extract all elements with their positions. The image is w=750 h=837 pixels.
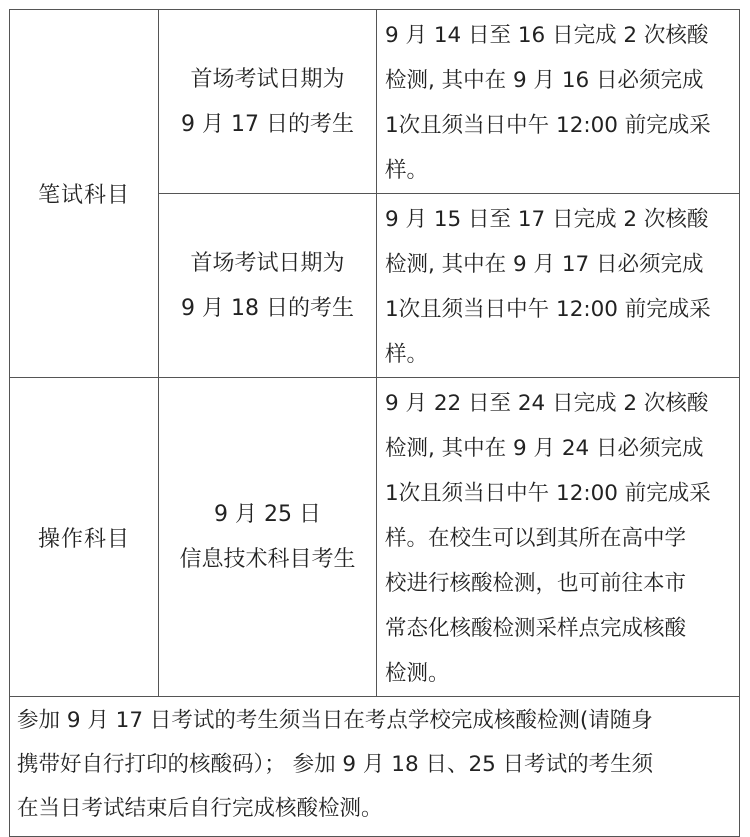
table-row	[10, 10, 740, 194]
exam-date-cell	[159, 10, 377, 194]
exam-date-line: 信息技术科目考生	[179, 547, 356, 572]
exam-date-line: 9 月 25 日	[214, 502, 321, 527]
requirement-line: 校进行核酸检测，也可前往本市	[385, 571, 687, 596]
table-row	[10, 697, 740, 837]
exam-date-line: 首场考试日期为	[190, 66, 345, 92]
category-label: 笔试科目	[37, 183, 130, 208]
note-line: 携带好自行打印的核酸码）； 参加 9 月 18 日、25 日考试的考生须	[17, 752, 654, 777]
requirement-line: 样。	[385, 158, 429, 183]
note-line: 参加 9 月 17 日考试的考生须当日在考点学校完成核酸检测(请随身	[17, 708, 653, 733]
nucleic-test-schedule-table	[9, 9, 740, 837]
requirement-line: 样。在校生可以到其所在高中学	[385, 526, 687, 551]
exam-date-line: 9 月 18 日的考生	[181, 295, 354, 321]
category-label: 操作科目	[37, 526, 130, 552]
requirement-line: 1次且须当日中午 12:00 前完成采	[385, 113, 711, 138]
requirement-line: 1次且须当日中午 12:00 前完成采	[385, 481, 711, 506]
note-line: 在当日考试结束后自行完成核酸检测。	[17, 796, 383, 821]
requirement-line: 样。	[385, 342, 429, 367]
requirement-cell	[377, 194, 740, 378]
requirement-cell	[377, 10, 740, 194]
requirement-line: 9 月 22 日至 24 日完成 2 次核酸	[385, 391, 709, 416]
requirement-line: 检测, 其中在 9 月 24 日必须完成	[385, 436, 704, 461]
exam-date-line: 9 月 17 日的考生	[181, 111, 354, 137]
exam-date-line: 首场考试日期为	[190, 250, 345, 276]
category-cell	[10, 10, 159, 378]
category-cell	[10, 378, 159, 697]
requirement-line: 9 月 15 日至 17 日完成 2 次核酸	[385, 207, 709, 232]
requirement-cell	[377, 378, 740, 697]
requirement-line: 常态化核酸检测采样点完成核酸	[385, 616, 687, 641]
note-cell	[10, 697, 740, 837]
requirement-line: 1次且须当日中午 12:00 前完成采	[385, 297, 711, 322]
requirement-line: 9 月 14 日至 16 日完成 2 次核酸	[385, 23, 709, 48]
exam-date-cell	[159, 194, 377, 378]
requirement-line: 检测。	[385, 661, 450, 686]
table-row	[10, 378, 740, 697]
exam-date-cell	[159, 378, 377, 697]
requirement-line: 检测, 其中在 9 月 17 日必须完成	[385, 252, 704, 277]
requirement-line: 检测, 其中在 9 月 16 日必须完成	[385, 68, 704, 93]
